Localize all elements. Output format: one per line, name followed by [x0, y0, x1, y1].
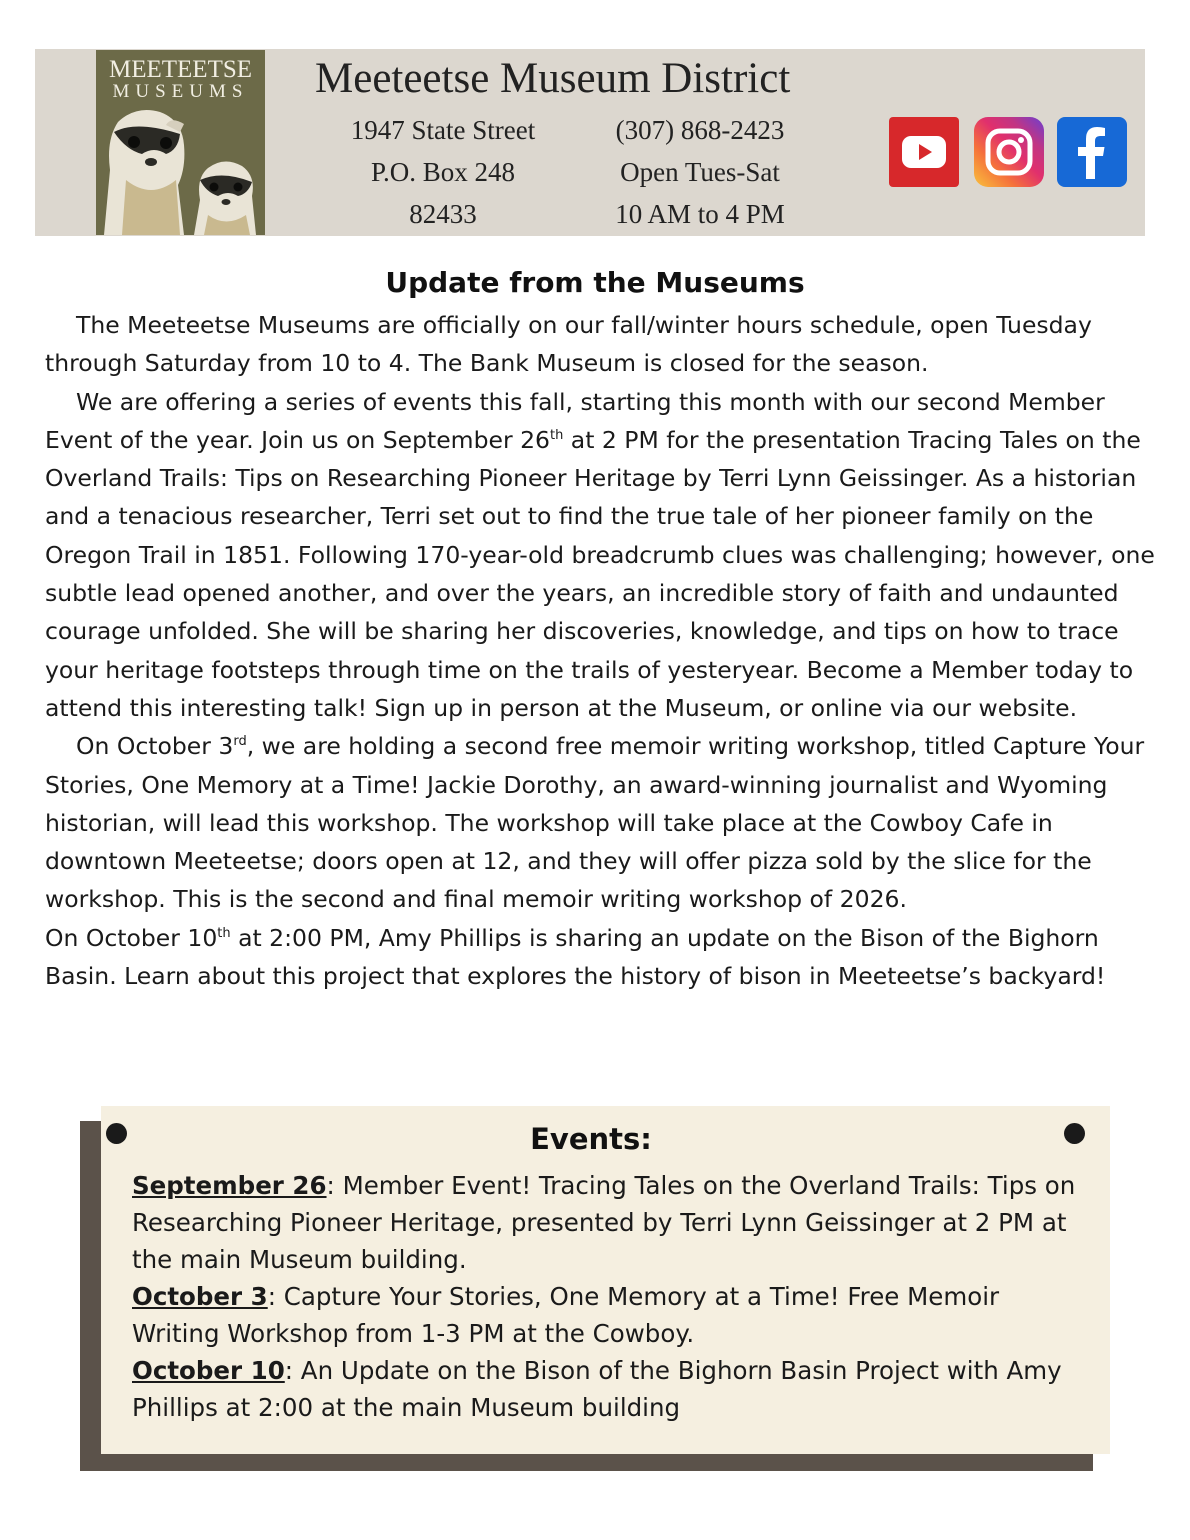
update-article: [45, 306, 1155, 995]
facebook-icon[interactable]: [1057, 117, 1127, 187]
header-banner: [35, 49, 1145, 236]
address-po-box: P.O. Box 248: [370, 157, 516, 187]
paragraph-text: On October 10: [45, 923, 218, 952]
instagram-icon[interactable]: [974, 117, 1044, 187]
paragraph-text: On October 3: [76, 732, 234, 761]
paragraph-text: at 2 PM for the presentation Tracing Tales on the Overland Trails: Tips on Researching Pioneer Heritage by Terri Lynn Geissinger. As a historian and a tenacious researcher, Terri set out to find the true tale of her pioneer family on the Oregon Trail in 1851. Following 170-year-old breadcrumb clues was challenging; however, one subtle lead opened another, and over the years, an incredible story of faith and undaunted courage unfolded. She will be sharing her discoveries, knowledge, and tips on how to trace your heritage footsteps through time on the trails of yesteryear. Become a Member today to attend this interesting talk! Sign up in person at the Museum, or online via our website.: [45, 425, 1155, 722]
events-list: [132, 1167, 1092, 1426]
open-hours: 10 AM to 4 PM: [615, 199, 785, 229]
paragraph-text: We are offering a series of events this fall, starting this month with our second Member Event of the year. Join us on September 26: [45, 387, 1105, 454]
list-item: [132, 1352, 1092, 1426]
logo-text-line2: MUSEUMS: [112, 81, 249, 102]
address-zip: 82433: [409, 199, 477, 229]
mailing-address: [325, 109, 561, 235]
list-item: [132, 1167, 1092, 1278]
contact-hours: [595, 109, 805, 235]
paragraph-text: at 2:00 PM, Amy Phillips is sharing an update on the Bison of the Bighorn Basin. Learn about this project that explores the history of bison in Meeteetse’s backyard!: [45, 923, 1106, 991]
events-card: [101, 1106, 1110, 1454]
open-days: Open Tues-Sat: [620, 157, 780, 187]
paragraph-member-event: [45, 383, 1155, 728]
update-heading: Update from the Museums: [385, 266, 805, 299]
paragraph-hours: The Meeteetse Museums are officially on our fall/winter hours schedule, open Tuesday through Saturday from 10 to 4. The Bank Museum is closed for the season.: [45, 311, 1092, 378]
event-description: : Capture Your Stories, One Memory at a Time! Free Memoir Writing Workshop from 1-3 PM at the Cowboy.: [132, 1282, 1000, 1348]
ordinal-suffix: rd: [233, 734, 247, 750]
address-street: 1947 State Street: [350, 115, 536, 145]
events-heading: Events:: [530, 1122, 652, 1156]
event-date: October 10: [132, 1356, 285, 1385]
museum-logo: [96, 50, 265, 235]
event-date: October 3: [132, 1282, 268, 1311]
paragraph-bison-update: [45, 919, 1155, 996]
organization-title: Meeteetse Museum District: [315, 55, 791, 102]
logo-text-line1: MEETEETSE: [108, 56, 253, 83]
event-description: : An Update on the Bison of the Bighorn Basin Project with Amy Phillips at 2:00 at the main Museum building: [132, 1356, 1062, 1422]
ordinal-suffix: th: [217, 925, 231, 941]
youtube-icon[interactable]: [889, 117, 959, 187]
list-item: [132, 1278, 1092, 1352]
paragraph-text: , we are holding a second free memoir writing workshop, titled Capture Your Stories, One Memory at a Time! Jackie Dorothy, an award-winning journalist and Wyoming historian, will lead this workshop. The workshop will take place at the Cowboy Cafe in downtown Meeteetse; doors open at 12, and they will offer pizza sold by the slice for the workshop. This is the second and final memoir writing workshop of 2026.: [45, 732, 1145, 914]
ordinal-suffix: th: [549, 428, 564, 444]
paragraph-memoir-workshop: [45, 727, 1155, 918]
event-description: : Member Event! Tracing Tales on the Overland Trails: Tips on Researching Pioneer Heritage, presented by Terri Lynn Geissinger at 2 PM at the main Museum building.: [132, 1171, 1076, 1274]
phone-number: (307) 868-2423: [615, 115, 785, 145]
event-date: September 26: [132, 1171, 327, 1200]
